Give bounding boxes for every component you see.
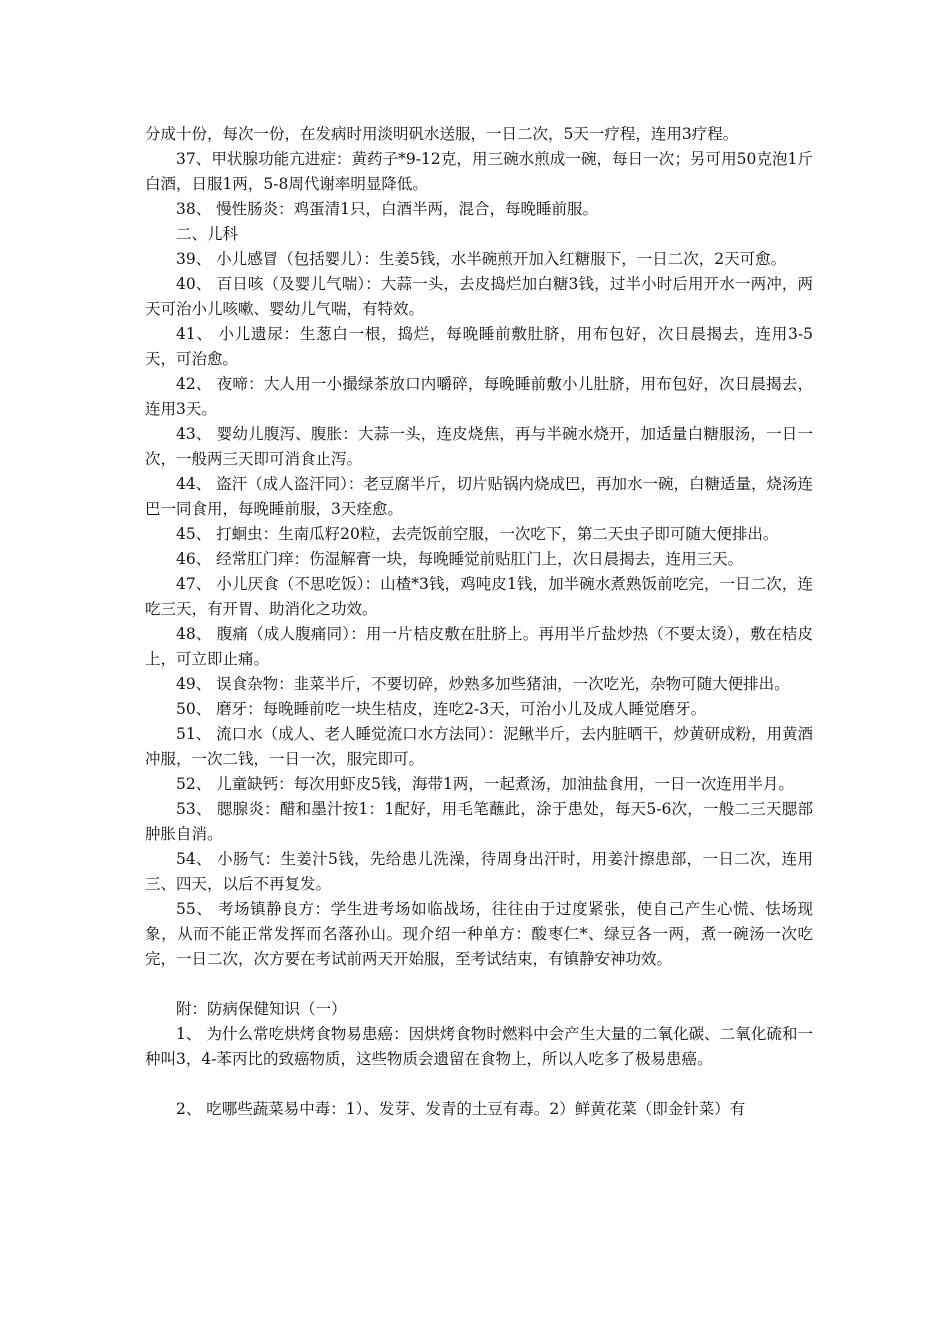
appendix-item-2: 2、 吃哪些蔬菜易中毒：1）、发芽、发青的土豆有毒。2）鲜黄花菜（即金针菜）有: [176, 1100, 746, 1118]
document-body: [145, 122, 813, 1122]
paragraph-51: 51、 流口水（成人、老人睡觉流口水方法同）：泥鳅半斤，去内脏晒干，炒黄研成粉，用黄酒冲服，一次二钱，一日一次，服完即可。: [145, 725, 813, 768]
paragraph-55: 55、 考场镇静良方：学生进考场如临战场，往往由于过度紧张，使自己产生心慌、怯场现象，从而不能正常发挥而名落孙山。现介绍一种单方：酸枣仁*、绿豆各一两，煮一碗汤一次吃完，一日二次，次方要在考试前两天开始服，至考试结束，有镇静安神功效。: [145, 900, 813, 968]
appendix-item-1: 1、 为什么常吃烘烤食物易患癌：因烘烤食物时燃料中会产生大量的二氧化碳、二氧化硫和一种叫3，4-苯丙比的致癌物质，这些物质会遗留在食物上，所以人吃多了极易患癌。: [145, 1025, 813, 1068]
paragraph-38: 38、 慢性肠炎：鸡蛋清1只，白酒半两，混合，每晚睡前服。: [176, 200, 599, 218]
appendix-heading: 附：防病保健知识（一）: [176, 1000, 347, 1018]
paragraph-52: 52、 儿童缺钙：每次用虾皮5钱，海带1两，一起煮汤，加油盐食用，一日一次连用半月。: [176, 775, 794, 793]
paragraph-47: 47、 小儿厌食（不思吃饭）：山楂*3钱，鸡吨皮1钱，加半碗水煮熟饭前吃完，一日二次，连吃三天，有开胃、助消化之功效。: [145, 575, 813, 618]
spacer: [145, 972, 813, 997]
paragraph-48: 48、 腹痛（成人腹痛同）：用一片桔皮敷在肚脐上。再用半斤盐炒热（不要太烫），敷在桔皮上，可立即止痛。: [145, 625, 813, 668]
paragraph-36-cont: 分成十份，每次一份，在发病时用淡明矾水送服，一日二次，5天一疗程，连用3疗程。: [145, 125, 739, 143]
paragraph-37: 37、甲状腺功能亢进症：黄药子*9-12克，用三碗水煎成一碗，每日一次；另可用50克泡1斤白酒，日服1两，5-8周代谢率明显降低。: [145, 150, 813, 193]
paragraph-40: 40、 百日咳（及婴儿气喘）：大蒜一头，去皮捣烂加白糖3钱，过半小时后用开水一两冲，两天可治小儿咳嗽、婴幼儿气喘，有特效。: [145, 275, 813, 318]
spacer: [145, 1072, 813, 1097]
paragraph-41: 41、 小儿遗尿：生葱白一根，捣烂，每晚睡前敷肚脐，用布包好，次日晨揭去，连用3-5天，可治愈。: [145, 325, 813, 368]
paragraph-45: 45、 打蛔虫：生南瓜籽20粒，去壳饭前空服，一次吃下，第二天虫子即可随大便排出。: [176, 525, 779, 543]
paragraph-46: 46、 经常肛门痒：伤湿解膏一块，每晚睡觉前贴肛门上，次日晨揭去，连用三天。: [176, 550, 744, 568]
section-heading-pediatrics: 二、儿科: [176, 225, 239, 243]
paragraph-49: 49、 误食杂物：韭菜半斤，不要切碎，炒熟多加些猪油，一次吃光，杂物可随大便排出。: [176, 675, 790, 693]
paragraph-43: 43、 婴幼儿腹泻、腹胀：大蒜一头，连皮烧焦，再与半碗水烧开，加适量白糖服汤，一日一次，一般两三天即可消食止泻。: [145, 425, 813, 468]
paragraph-53: 53、 腮腺炎：醋和墨汁按1：1配好，用毛笔蘸此，涂于患处，每天5-6次，一般二三天腮部肿胀自消。: [145, 800, 813, 843]
paragraph-54: 54、 小肠气：生姜汁5钱，先给患儿洗澡，待周身出汗时，用姜汁擦患部，一日二次，连用三、四天，以后不再复发。: [145, 850, 813, 893]
paragraph-39: 39、 小儿感冒（包括婴儿）：生姜5钱，水半碗煎开加入红糖服下，一日二次，2天可愈。: [176, 250, 787, 268]
paragraph-50: 50、 磨牙：每晚睡前吃一块生桔皮，连吃2-3天，可治小儿及成人睡觉磨牙。: [176, 700, 707, 718]
paragraph-42: 42、 夜啼：大人用一小撮绿茶放口内嚼碎，每晚睡前敷小儿肚脐，用布包好，次日晨揭去，连用3天。: [145, 375, 813, 418]
paragraph-44: 44、 盗汗（成人盗汗同）：老豆腐半斤，切片贴锅内烧成巴，再加水一碗，白糖适量，烧汤连巴一同食用，每晚睡前服，3天痊愈。: [145, 475, 813, 518]
